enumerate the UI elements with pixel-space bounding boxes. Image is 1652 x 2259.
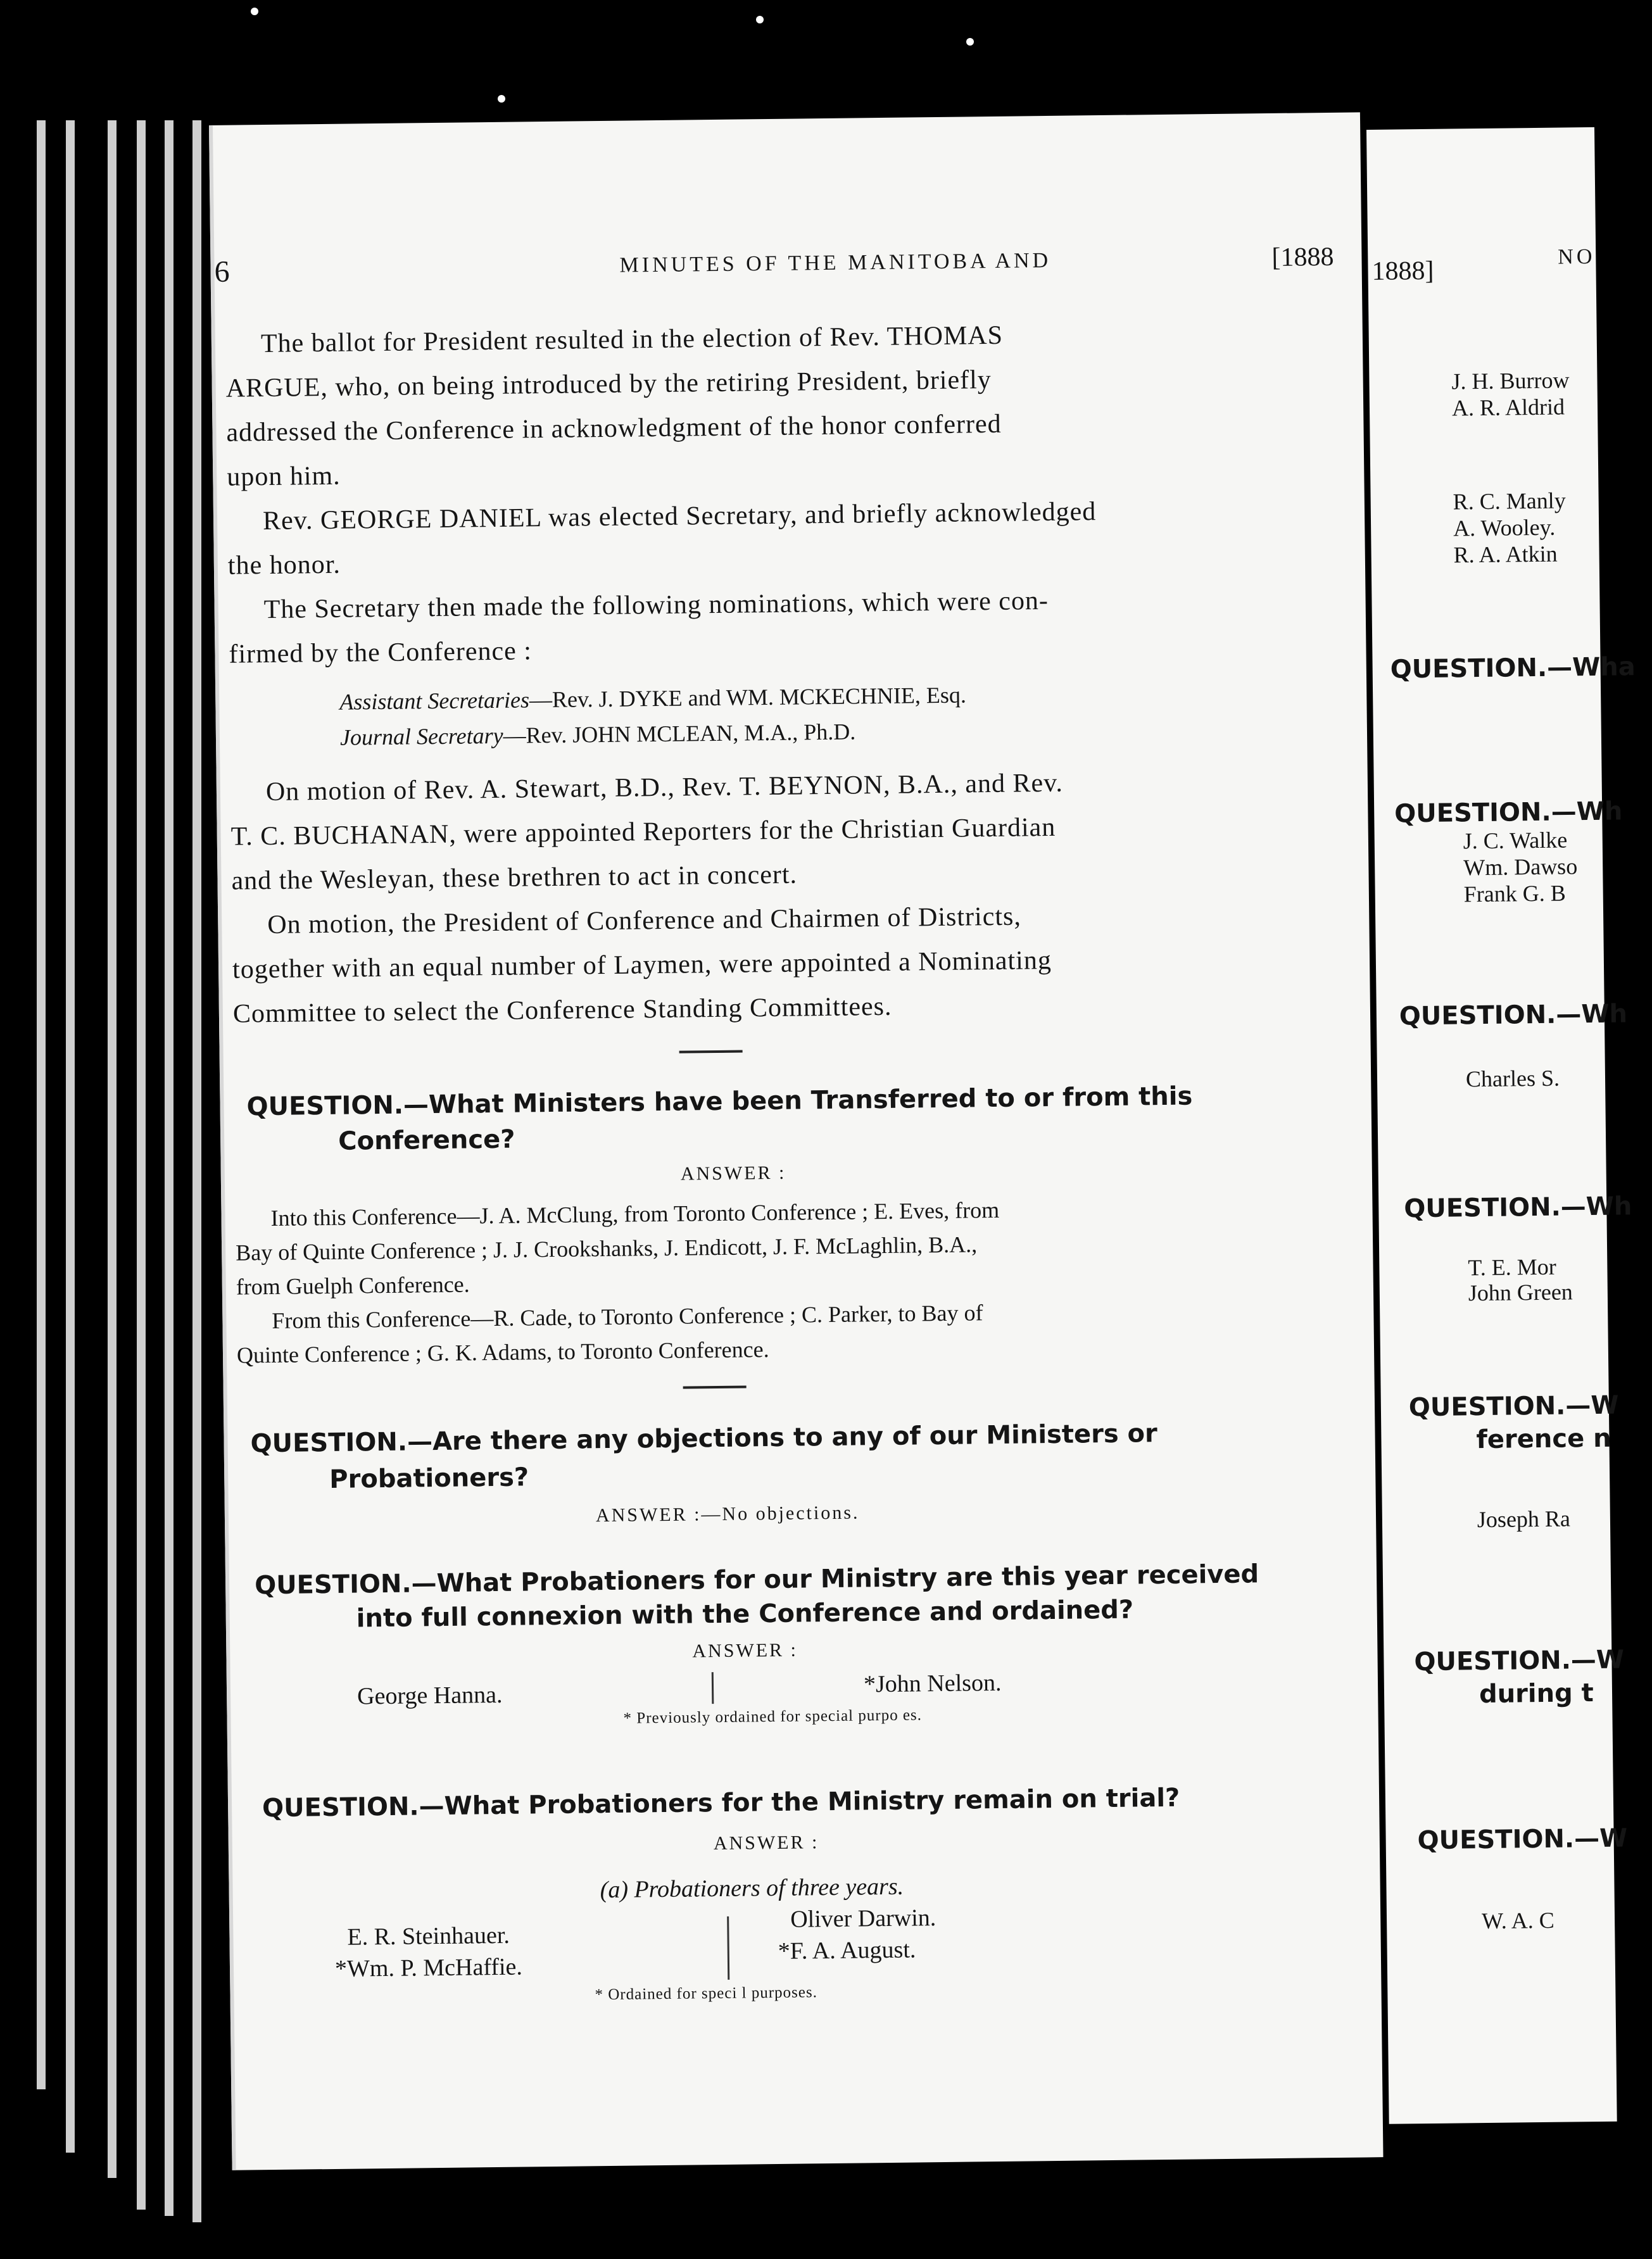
page-edge-strip bbox=[108, 120, 117, 2178]
body-line: Rev. GEORGE DANIEL was elected Secretary, and briefly acknowledged bbox=[262, 497, 1097, 536]
body-line: together with an equal number of Laymen, were appointed a Nominating bbox=[232, 945, 1052, 985]
year-marker: [1888 bbox=[1271, 242, 1334, 272]
right-line: T. E. Mor bbox=[1468, 1254, 1556, 1281]
page-edge-strip bbox=[66, 120, 75, 2153]
question-heading: into full connexion with the Conference and ordained? bbox=[356, 1595, 1134, 1633]
right-question: QUESTION.—W bbox=[1414, 1645, 1625, 1677]
right-line: A. R. Aldrid bbox=[1451, 394, 1565, 421]
page-edge-strip bbox=[165, 120, 173, 2216]
body-line: On motion, the President of Conference and Chairmen of Districts, bbox=[267, 902, 1022, 940]
nomination-role: Journal Secretary bbox=[339, 722, 503, 750]
question-heading: Probationers? bbox=[329, 1463, 529, 1494]
right-line: J. C. Walke bbox=[1463, 827, 1568, 854]
answer-label: ANSWER :—No objections. bbox=[595, 1502, 860, 1526]
body-line: The Secretary then made the following nominations, which were con- bbox=[263, 586, 1049, 625]
page-edge-strip bbox=[37, 120, 46, 2089]
right-line: Wm. Dawso bbox=[1463, 853, 1578, 881]
body-line: T. C. BUCHANAN, were appointed Reporters for the Christian Guardian bbox=[230, 812, 1056, 852]
scan-speck bbox=[966, 38, 974, 46]
footnote: * Previously ordained for special purpo es. bbox=[623, 1706, 923, 1727]
section-divider bbox=[679, 1050, 743, 1054]
right-question: QUESTION.—Wh bbox=[1404, 1192, 1632, 1224]
answer-line: Into this Conference—J. A. McClung, from Toronto Conference ; E. Eves, from bbox=[270, 1197, 1000, 1231]
running-head: MINUTES OF THE MANITOBA AND bbox=[619, 248, 1052, 277]
answer-label: ANSWER : bbox=[713, 1832, 819, 1854]
question-heading: QUESTION.—What Ministers have been Transferred to or from this bbox=[246, 1081, 1193, 1122]
right-question: during t bbox=[1479, 1678, 1594, 1709]
right-running-head: NO bbox=[1558, 244, 1596, 269]
body-line: Committee to select the Conference Standing Committees. bbox=[232, 991, 892, 1029]
right-line: Frank G. B bbox=[1463, 880, 1566, 907]
right-question: QUESTION.—W bbox=[1417, 1823, 1628, 1856]
right-question: QUESTION.—Wh bbox=[1399, 999, 1628, 1031]
right-question: QUESTION.—Wh bbox=[1394, 796, 1623, 829]
question-heading: QUESTION.—What Probationers for our Ministry are this year received bbox=[254, 1559, 1259, 1601]
body-line: firmed by the Conference : bbox=[229, 636, 533, 669]
scan-speck bbox=[756, 16, 764, 23]
probationer-name: *F. A. August. bbox=[778, 1936, 916, 1965]
right-line: A. Wooley. bbox=[1453, 514, 1556, 541]
body-line: On motion of Rev. A. Stewart, B.D., Rev. T. BEYNON, B.A., and Rev. bbox=[265, 768, 1064, 807]
right-line: J. H. Burrow bbox=[1451, 367, 1570, 394]
footnote: * Ordained for speci l purposes. bbox=[595, 1984, 818, 2004]
column-divider bbox=[727, 1916, 729, 1980]
probationer-name: *John Nelson. bbox=[863, 1669, 1002, 1698]
column-divider bbox=[712, 1672, 714, 1704]
right-line: R. A. Atkin bbox=[1453, 541, 1558, 568]
section-divider bbox=[683, 1386, 747, 1389]
probationer-name: George Hanna. bbox=[356, 1681, 503, 1710]
nomination-names: —Rev. J. DYKE and WM. MCKECHNIE, Esq. bbox=[529, 682, 967, 713]
right-page bbox=[1366, 127, 1636, 2124]
left-page bbox=[209, 112, 1384, 2170]
answer-line: Bay of Quinte Conference ; J. J. Crookshanks, J. Endicott, J. F. McLaghlin, B.A., bbox=[235, 1231, 978, 1266]
right-line: W. A. C bbox=[1481, 1907, 1555, 1934]
scan-speck bbox=[251, 8, 258, 15]
right-question: ference n bbox=[1476, 1423, 1611, 1455]
nomination-row bbox=[340, 718, 856, 750]
right-question: QUESTION.—Wha bbox=[1390, 652, 1636, 684]
probationer-name: E. R. Steinhauer. bbox=[347, 1922, 510, 1951]
right-year-marker: 1888] bbox=[1371, 256, 1434, 286]
right-line: Joseph Ra bbox=[1477, 1506, 1571, 1533]
question-heading: Conference? bbox=[337, 1124, 515, 1156]
body-line: upon him. bbox=[227, 461, 341, 492]
nomination-role: Assistant Secretaries bbox=[339, 687, 530, 715]
body-line: addressed the Conference in acknowledgment of the honor conferred bbox=[226, 409, 1002, 448]
scan-speck bbox=[498, 95, 505, 103]
answer-line: Quinte Conference ; G. K. Adams, to Toronto Conference. bbox=[236, 1337, 769, 1368]
probationer-name: *Wm. P. McHaffie. bbox=[334, 1953, 523, 1982]
answer-line: From this Conference—R. Cade, to Toronto Conference ; C. Parker, to Bay of bbox=[272, 1300, 983, 1333]
right-line: Charles S. bbox=[1465, 1065, 1560, 1092]
probationer-name: Oliver Darwin. bbox=[790, 1904, 936, 1933]
nomination-row bbox=[339, 681, 966, 715]
answer-label: ANSWER : bbox=[680, 1162, 786, 1185]
page-edge-strip bbox=[192, 120, 201, 2222]
subheading: (a) Probationers of three years. bbox=[600, 1873, 904, 1904]
nomination-names: —Rev. JOHN MCLEAN, M.A., Ph.D. bbox=[503, 719, 856, 748]
right-line: John Green bbox=[1468, 1279, 1573, 1306]
body-line: the honor. bbox=[227, 550, 341, 581]
body-line: ARGUE, who, on being introduced by the retiring President, briefly bbox=[225, 365, 992, 403]
page-number: 6 bbox=[214, 255, 230, 289]
question-heading: QUESTION.—What Probationers for the Ministry remain on trial? bbox=[262, 1783, 1180, 1823]
answer-line: from Guelph Conference. bbox=[236, 1271, 470, 1300]
right-question: QUESTION.—W bbox=[1408, 1390, 1619, 1423]
page-edge-strip bbox=[137, 120, 146, 2210]
question-heading: QUESTION.—Are there any objections to any of our Ministers or bbox=[250, 1419, 1158, 1459]
right-line: R. C. Manly bbox=[1453, 488, 1566, 515]
body-line: The ballot for President resulted in the election of Rev. THOMAS bbox=[260, 320, 1004, 359]
answer-label: ANSWER : bbox=[692, 1639, 798, 1662]
body-line: and the Wesleyan, these brethren to act in concert. bbox=[231, 860, 798, 896]
